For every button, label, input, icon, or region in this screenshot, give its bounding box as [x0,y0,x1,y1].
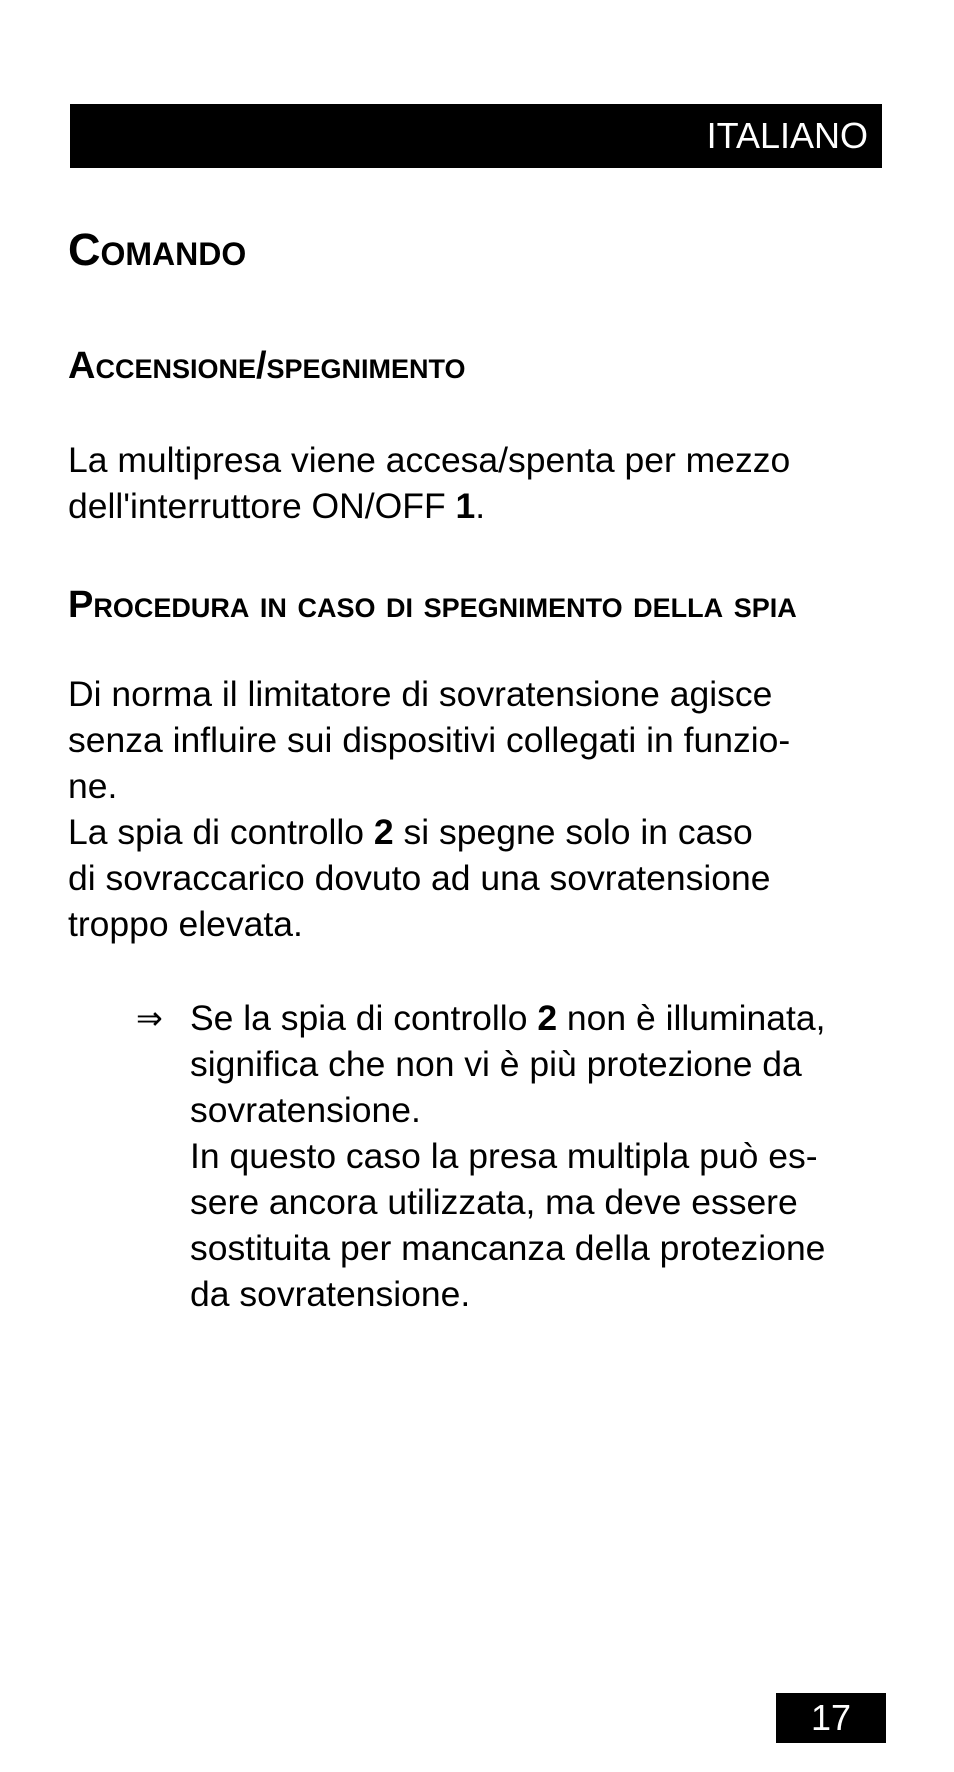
subsection-title-power: Accensione/spegnimento [68,345,466,387]
text-line: senza influire sui dispositivi collegati in funzio- [68,720,791,760]
language-header-bar [70,104,882,168]
text-line: significa che non vi è più protezione da [190,1044,802,1084]
text-line: Di norma il limitatore di sovratensione agisce [68,674,773,714]
reference-number: 2 [373,812,394,852]
text-line: La multipresa viene accesa/spenta per mezzo [68,440,791,480]
text-line: In questo caso la presa multipla può es- [190,1136,818,1176]
text-fragment: dell'interruttore ON/OFF [68,486,456,526]
reference-number: 1 [455,486,476,526]
text-line: sostituita per mancanza della protezione [190,1228,826,1268]
text-line: sovratensione. [190,1090,421,1130]
text-fragment: non è illuminata, [557,998,826,1038]
text-fragment: Se la spia di controllo [190,998,538,1038]
section-title: Comando [68,224,247,275]
text-line: di sovraccarico dovuto ad una sovratensione [68,858,771,898]
text-line: sere ancora utilizzata, ma deve essere [190,1182,798,1222]
text-fragment: La spia di controllo [68,812,374,852]
text-line: da sovratensione. [190,1274,471,1314]
power-paragraph [68,437,888,529]
text-line: troppo elevata. [68,904,303,944]
text-line [190,995,890,1041]
reference-number: 2 [537,998,558,1038]
indicator-paragraph [68,671,888,947]
text-line: ne. [68,766,118,806]
language-label: ITALIANO [706,115,868,156]
text-fragment: si spegne solo in caso [393,812,753,852]
page-number: 17 [776,1693,886,1743]
text-fragment: . [475,486,486,526]
text-line [68,809,888,855]
subsection-title-indicator: Procedura in caso di spegnimento della spia [68,584,797,626]
note-text [190,995,890,1317]
double-arrow-icon: ⇒ [136,999,163,1037]
text-line [68,483,888,529]
